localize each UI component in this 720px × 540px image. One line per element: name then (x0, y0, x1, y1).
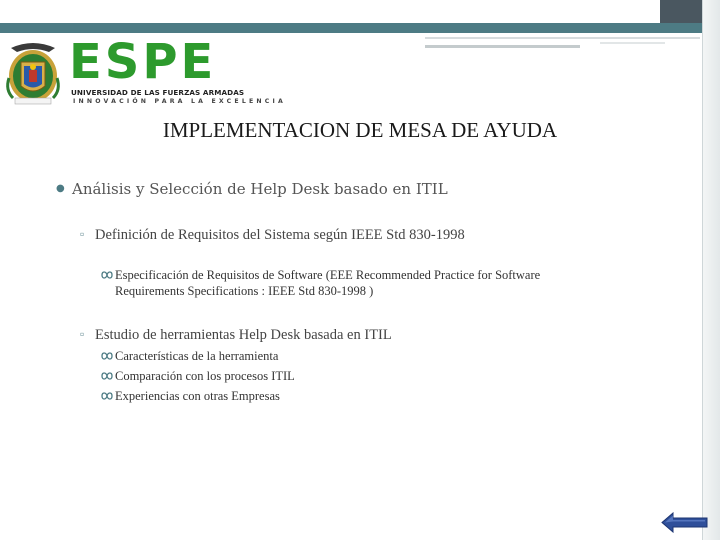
arrow-left-icon (662, 513, 707, 532)
bullet-level3-text: Especificación de Requisitos de Software (EEE Recommended Practice for Software (115, 268, 541, 282)
bullet-level3-text: Comparación con los procesos ITIL (115, 369, 295, 383)
bullet-level1-text: Análisis y Selección de Help Desk basado en ITIL (72, 180, 448, 198)
logo-subtitle: UNIVERSIDAD DE LAS FUERZAS ARMADAS (71, 88, 245, 97)
bullet-level3-text: Requirements Specifications : IEEE Std 830-1998 ) (115, 284, 374, 298)
bullet-square-icon: ▫ (80, 227, 85, 241)
bullet-level2-text: Definición de Requisitos del Sistema según IEEE Std 830-1998 (95, 227, 465, 243)
back-arrow-button[interactable] (661, 512, 708, 533)
bullet-dot-icon: ● (56, 183, 65, 194)
logo-tagline: INNOVACIÓN PARA LA EXCELENCIA (73, 98, 287, 105)
bullet-level3-text: Experiencias con otras Empresas (115, 389, 280, 403)
bullet-square-icon: ▫ (80, 327, 85, 341)
infinity-bullet-icon (99, 370, 115, 382)
right-edge-panel (702, 0, 720, 540)
decor-line (425, 45, 580, 48)
logo-brand: ESPE (69, 34, 217, 90)
decor-line (600, 42, 665, 44)
header-teal-bar (0, 23, 720, 33)
infinity-bullet-icon (99, 269, 115, 281)
infinity-bullet-icon (99, 390, 115, 402)
bullet-level3-text: Características de la herramienta (115, 349, 279, 363)
decor-line (425, 37, 700, 39)
slide-title: IMPLEMENTACION DE MESA DE AYUDA (162, 118, 558, 142)
header-dark-block (660, 0, 702, 23)
university-seal-icon (3, 40, 63, 108)
infinity-bullet-icon (99, 350, 115, 362)
bullet-level2-text: Estudio de herramientas Help Desk basada en ITIL (95, 327, 392, 343)
top-band (0, 0, 720, 23)
espe-logo (3, 34, 287, 108)
right-edge-line (702, 0, 703, 540)
